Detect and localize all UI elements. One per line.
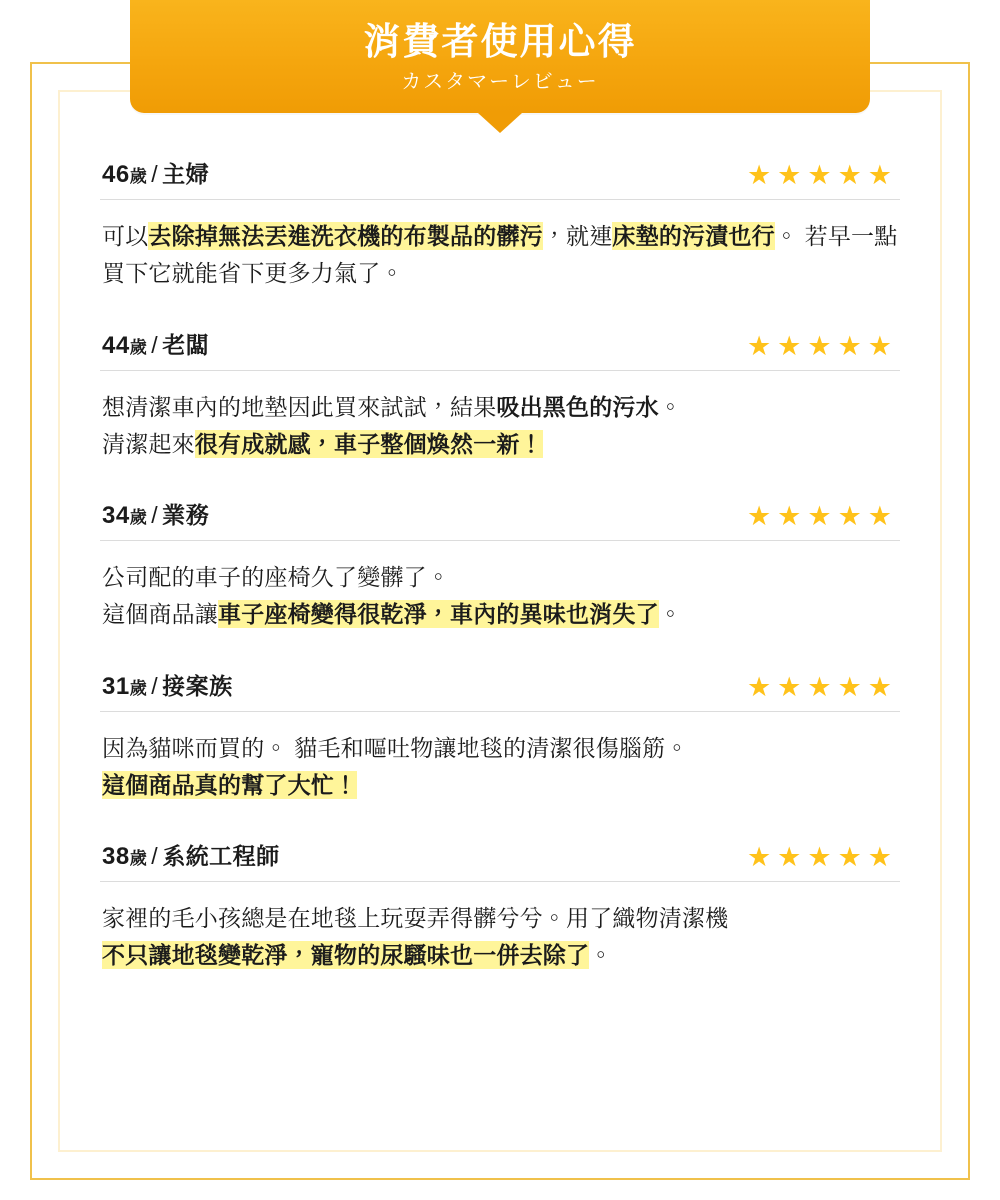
review-list xyxy=(100,156,900,975)
bold-phrase: 吸出黑色的污水 xyxy=(496,393,659,420)
reviewer-age-unit: 歲 xyxy=(129,508,148,527)
review-header xyxy=(100,156,900,200)
review-item xyxy=(100,838,900,975)
review-text-line xyxy=(102,730,898,767)
review-text xyxy=(100,882,900,975)
review-text xyxy=(100,371,900,464)
plain-phrase: 。 xyxy=(658,393,683,420)
review-text-line xyxy=(102,900,898,937)
review-header xyxy=(100,327,900,371)
plain-phrase: 。 xyxy=(589,942,613,969)
star-rating-icon: ★★★★★ xyxy=(746,330,898,361)
reviewer-profile xyxy=(102,838,280,871)
plain-phrase: 這個商品讓 xyxy=(102,601,218,628)
star-rating-icon: ★★★★★ xyxy=(746,501,898,531)
review-item xyxy=(100,668,900,805)
review-text-line xyxy=(102,389,898,426)
reviewer-age: 31 xyxy=(102,672,130,700)
banner-notch-icon xyxy=(478,113,522,133)
star-rating-icon: ★★★★★ xyxy=(746,842,898,872)
page-title: 消費者使用心得 xyxy=(363,21,637,62)
reviewer-age-unit: 歲 xyxy=(129,849,148,868)
reviewer-occupation: 接案族 xyxy=(162,672,233,699)
highlighted-phrase: 床墊的污漬也行 xyxy=(612,223,775,249)
review-text-line xyxy=(102,426,898,463)
reviewer-age-unit: 歲 xyxy=(129,167,148,186)
review-text-line xyxy=(102,559,898,596)
plain-phrase: 。 xyxy=(658,601,683,628)
review-item xyxy=(100,497,900,634)
review-text-line xyxy=(102,767,898,804)
review-text-line xyxy=(102,937,898,974)
review-text xyxy=(100,200,900,293)
plain-phrase: 清潔起來 xyxy=(102,430,195,457)
plain-phrase: 可以 xyxy=(102,223,149,249)
highlighted-phrase: 不只讓地毯變乾淨，寵物的尿騷味也一併去除了 xyxy=(102,942,590,969)
section-header-banner xyxy=(130,0,870,113)
plain-phrase: 家裡的毛小孩總是在地毯上玩耍弄得髒兮兮。用了織物清潔機 xyxy=(102,905,729,931)
reviewer-separator: / xyxy=(151,843,159,869)
reviewer-profile xyxy=(102,668,233,701)
plain-phrase: 。 若早一點買下它就能省下更多力氣了。 xyxy=(102,223,898,287)
reviewer-separator: / xyxy=(151,331,159,358)
reviewer-separator: / xyxy=(151,502,159,528)
reviewer-age: 38 xyxy=(102,843,130,870)
reviewer-profile xyxy=(102,497,209,530)
reviewer-separator: / xyxy=(151,161,159,187)
plain-phrase: 想清潔車內的地墊因此買來試試，結果 xyxy=(102,393,497,420)
reviewer-profile xyxy=(102,327,209,360)
highlighted-phrase: 去除掉無法丟進洗衣機的布製品的髒污 xyxy=(148,223,543,249)
reviewer-occupation: 系統工程師 xyxy=(162,843,280,869)
reviewer-age-unit: 歲 xyxy=(129,337,148,357)
page-subtitle: カスタマーレビュー xyxy=(401,70,599,93)
highlighted-phrase: 車子座椅變得很乾淨，車內的異味也消失了 xyxy=(218,601,659,628)
review-item xyxy=(100,327,900,464)
review-item xyxy=(100,156,900,293)
star-rating-icon: ★★★★★ xyxy=(746,160,898,190)
reviewer-age: 44 xyxy=(102,331,130,359)
plain-phrase: ，就連 xyxy=(542,223,613,249)
review-header xyxy=(100,668,900,712)
review-text xyxy=(100,712,900,805)
reviewer-occupation: 業務 xyxy=(162,502,210,528)
reviewer-occupation: 主婦 xyxy=(162,161,210,187)
reviewer-profile xyxy=(102,156,209,189)
reviewer-age: 46 xyxy=(102,161,130,188)
reviewer-separator: / xyxy=(151,672,159,699)
review-header xyxy=(100,838,900,882)
review-text-line xyxy=(102,218,898,293)
reviewer-age: 34 xyxy=(102,502,130,529)
plain-phrase: 因為貓咪而買的。 貓毛和嘔吐物讓地毯的清潔很傷腦筋。 xyxy=(102,734,689,761)
highlighted-phrase: 這個商品真的幫了大忙！ xyxy=(102,771,358,798)
review-text-line xyxy=(102,596,898,633)
review-text xyxy=(100,541,900,634)
plain-phrase: 公司配的車子的座椅久了變髒了。 xyxy=(102,564,450,590)
star-rating-icon: ★★★★★ xyxy=(746,671,898,702)
reviewer-occupation: 老闆 xyxy=(162,331,210,358)
reviewer-age-unit: 歲 xyxy=(129,678,148,698)
review-header xyxy=(100,497,900,541)
highlighted-phrase: 很有成就感，車子整個煥然一新！ xyxy=(194,430,543,457)
